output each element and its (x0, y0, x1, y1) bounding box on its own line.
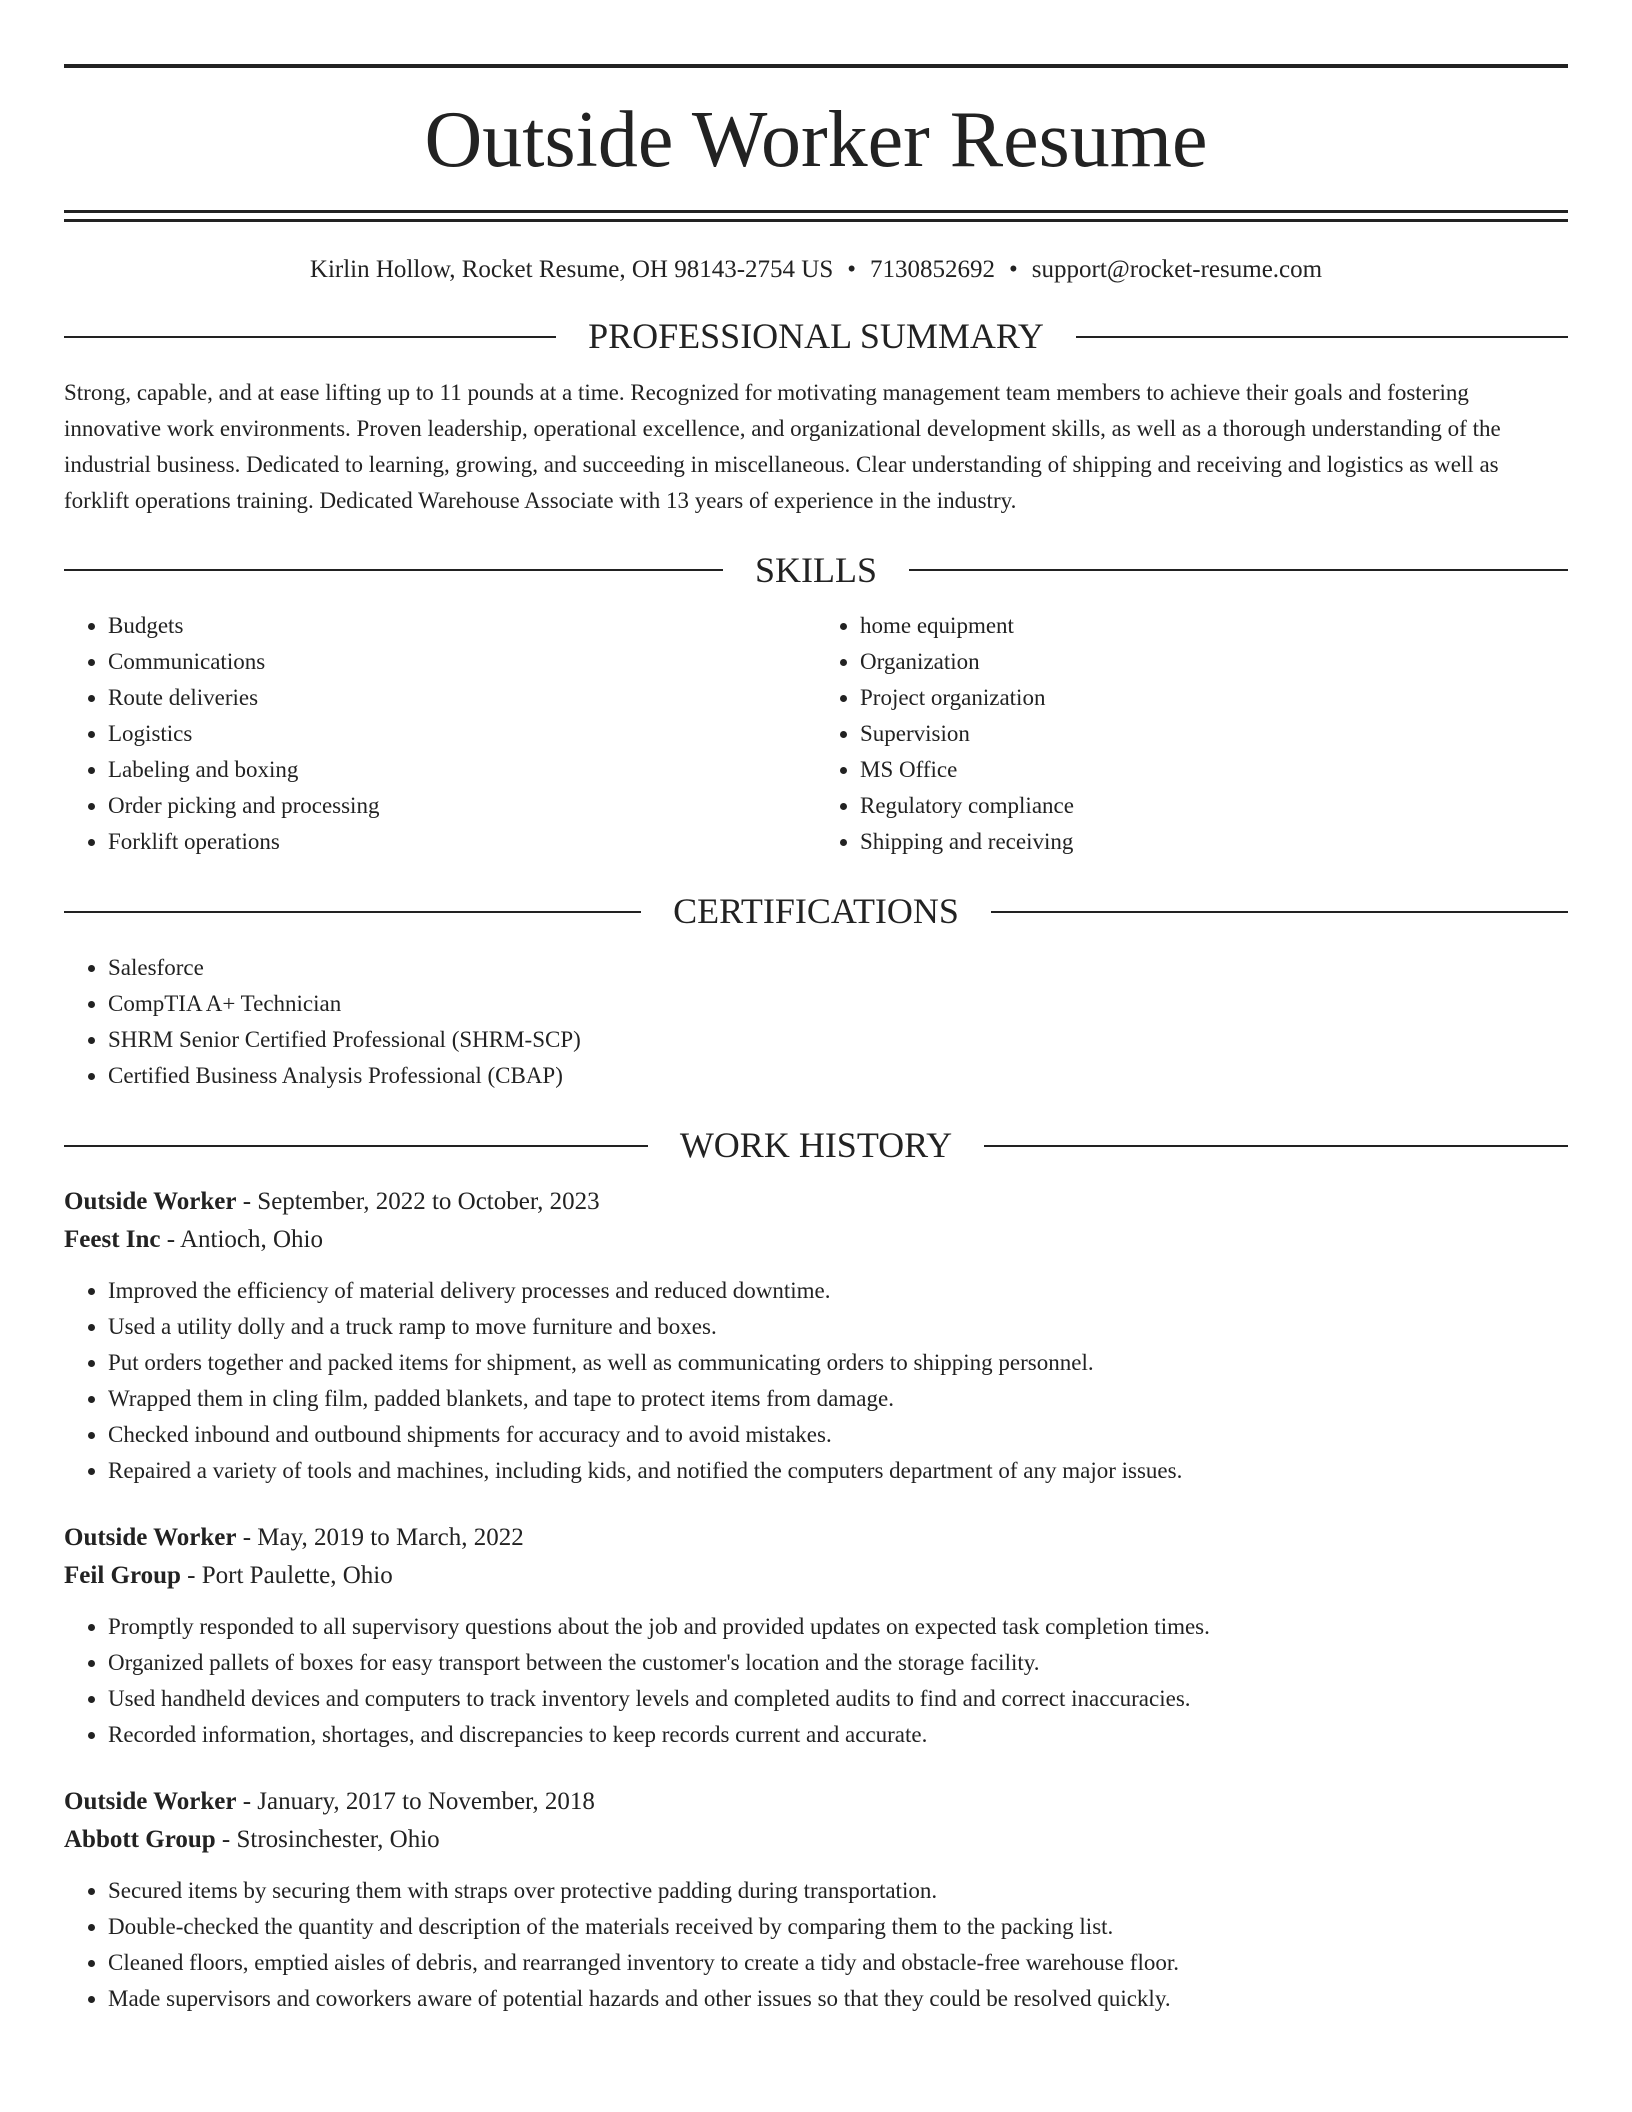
job-company-line (64, 1821, 1568, 1859)
job-company: Abbott Group (64, 1826, 216, 1854)
divider-line (64, 569, 723, 571)
contact-address: Kirlin Hollow, Rocket Resume, OH 98143-2754 US (309, 256, 834, 283)
section-title: PROFESSIONAL SUMMARY (588, 316, 1044, 356)
certification-item: • Salesforce (108, 950, 1568, 986)
skill-item: • home equipment (860, 608, 1568, 644)
job-title: Outside Worker (64, 1788, 237, 1816)
divider-line (1076, 336, 1568, 338)
job-location: - Strosinchester, Ohio (215, 1826, 440, 1854)
skills-grid (64, 608, 1568, 860)
certification-item: • CompTIA A+ Technician (108, 986, 1568, 1022)
job-duty: • Cleaned floors, emptied aisles of debris, and rearranged inventory to create a tidy and obstacle-free warehouse floor. (108, 1945, 1568, 1981)
contact-email: support@rocket-resume.com (1031, 256, 1323, 283)
job-title: Outside Worker (64, 1524, 237, 1552)
job-company: Feil Group (64, 1562, 181, 1590)
job-title-line (64, 1183, 1568, 1221)
job-title: Outside Worker (64, 1188, 237, 1216)
divider-line (909, 569, 1568, 571)
job-duty: • Recorded information, shortages, and discrepancies to keep records current and accurate. (108, 1717, 1568, 1753)
section-title: SKILLS (755, 549, 878, 590)
skills-column-right (816, 608, 1568, 860)
skill-item: • MS Office (860, 752, 1568, 788)
job-dates: - May, 2019 to March, 2022 (236, 1524, 524, 1552)
divider-line (64, 911, 641, 913)
job-location: - Antioch, Ohio (160, 1226, 323, 1254)
section-header-certifications (64, 892, 1568, 932)
skill-item: • Forklift operations (108, 824, 816, 860)
certification-item: • SHRM Senior Certified Professional (SHRM-SCP) (108, 1022, 1568, 1058)
section-header-skills (64, 551, 1568, 591)
divider-line (64, 1145, 648, 1147)
job-location: - Port Paulette, Ohio (180, 1562, 393, 1590)
job-company: Feest Inc (64, 1226, 161, 1254)
contact-line (64, 255, 1568, 285)
job-duty: • Organized pallets of boxes for easy transport between the customer's location and the storage facility. (108, 1645, 1568, 1681)
skill-item: • Order picking and processing (108, 788, 816, 824)
certification-item: • Certified Business Analysis Professional (CBAP) (108, 1058, 1568, 1094)
job-duty: • Secured items by securing them with straps over protective padding during transportation. (108, 1873, 1568, 1909)
skills-list (816, 608, 1568, 860)
skills-list (64, 608, 816, 860)
job-entry (64, 1519, 1568, 1753)
job-duty: • Used a utility dolly and a truck ramp to move furniture and boxes. (108, 1309, 1568, 1345)
skill-item: • Regulatory compliance (860, 788, 1568, 824)
section-header-summary (64, 317, 1568, 357)
skill-item: • Supervision (860, 716, 1568, 752)
contact-separator: • (847, 256, 857, 283)
job-dates: - January, 2017 to November, 2018 (236, 1788, 595, 1816)
title-double-rule (64, 210, 1568, 222)
contact-separator: • (1009, 256, 1018, 283)
resume-title: Outside Worker Resume (424, 96, 1208, 184)
job-duty: • Made supervisors and coworkers aware of potential hazards and other issues so that they could be resolved quickly. (108, 1981, 1568, 2017)
job-title-line (64, 1519, 1568, 1557)
skill-item: • Route deliveries (108, 680, 816, 716)
divider-line (984, 1145, 1568, 1147)
job-duties-list (64, 1273, 1568, 1489)
job-entry (64, 1783, 1568, 2017)
job-duty: • Improved the efficiency of material delivery processes and reduced downtime. (108, 1273, 1568, 1309)
section-header-work-history (64, 1126, 1568, 1166)
skill-item: • Organization (860, 644, 1568, 680)
job-duty: • Put orders together and packed items for shipment, as well as communicating orders to shipping personnel. (108, 1345, 1568, 1381)
skill-item: • Budgets (108, 608, 816, 644)
job-duty: • Checked inbound and outbound shipments for accuracy and to avoid mistakes. (108, 1417, 1568, 1453)
job-duties-list (64, 1873, 1568, 2017)
certifications-list (64, 950, 1568, 1094)
job-company-line (64, 1557, 1568, 1595)
section-title: WORK HISTORY (679, 1124, 953, 1165)
job-duty: • Double-checked the quantity and description of the materials received by comparing them to the packing list. (108, 1909, 1568, 1945)
skill-item: • Labeling and boxing (108, 752, 816, 788)
contact-phone: 7130852692 (870, 256, 996, 283)
summary-text: Strong, capable, and at ease lifting up to 11 pounds at a time. Recognized for motivating management team members to achieve their goals and fostering innovative work environments. Proven leadership, operational excellence, and organizational development skills, as well as a thorough understanding of the industrial business. Dedicated to learning, growing, and succeeding in miscellaneous. Clear understanding of shipping and receiving and logistics as well as forklift operations training. Dedicated Warehouse Associate with 13 years of experience in the industry. (64, 379, 1501, 513)
section-title: CERTIFICATIONS (673, 891, 959, 932)
job-entry (64, 1183, 1568, 1489)
divider-line (64, 336, 556, 338)
skill-item: • Logistics (108, 716, 816, 752)
skills-column-left (64, 608, 816, 860)
skill-item: • Project organization (860, 680, 1568, 716)
skill-item: • Shipping and receiving (860, 824, 1568, 860)
skill-item: • Communications (108, 644, 816, 680)
job-duty: • Repaired a variety of tools and machines, including kids, and notified the computers department of any major issues. (108, 1453, 1568, 1489)
job-title-line (64, 1783, 1568, 1821)
job-duty: • Promptly responded to all supervisory questions about the job and provided updates on expected task completion times. (108, 1609, 1568, 1645)
job-duty: • Used handheld devices and computers to track inventory levels and completed audits to find and correct inaccuracies. (108, 1681, 1568, 1717)
job-duty: • Wrapped them in cling film, padded blankets, and tape to protect items from damage. (108, 1381, 1568, 1417)
job-duties-list (64, 1609, 1568, 1753)
job-company-line (64, 1221, 1568, 1259)
top-rule (64, 64, 1568, 68)
divider-line (991, 911, 1568, 913)
job-dates: - September, 2022 to October, 2023 (236, 1188, 600, 1216)
